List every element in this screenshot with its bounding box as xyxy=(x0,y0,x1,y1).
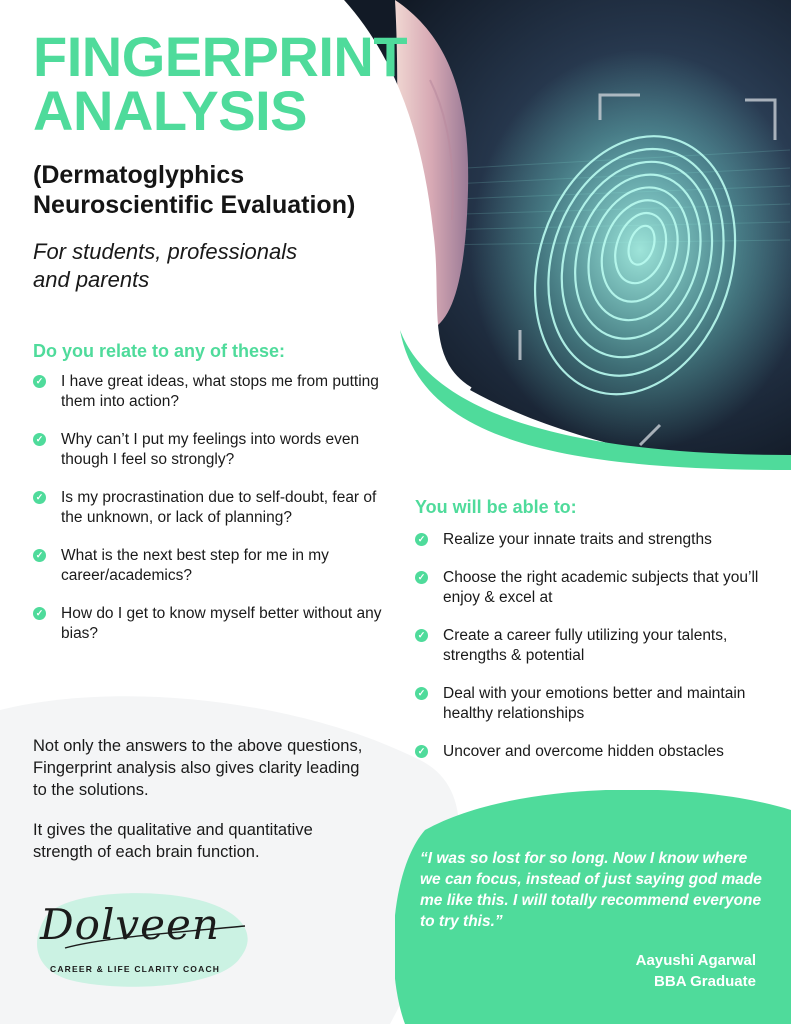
subtitle-line-1: (Dermatoglyphics xyxy=(33,161,245,189)
page-title xyxy=(33,25,408,142)
answer-paragraph-1: Not only the answers to the above questions, Fingerprint analysis also gives clarity leading to the solutions. xyxy=(33,737,363,799)
list-item xyxy=(415,684,775,724)
audience-line-1: For students, professionals xyxy=(33,239,298,264)
logo-tagline: CAREER & LIFE CLARITY COACH xyxy=(50,964,221,974)
check-circle-icon: ✓ xyxy=(33,607,46,620)
answer-text xyxy=(33,735,373,881)
check-circle-icon: ✓ xyxy=(33,549,46,562)
list-item-text: Choose the right academic subjects that you’ll enjoy & excel at xyxy=(443,569,759,606)
check-circle-icon: ✓ xyxy=(33,491,46,504)
answer-paragraph-2: It gives the qualitative and quantitative strength of each brain function. xyxy=(33,821,313,861)
testimonial-author-block xyxy=(636,950,756,992)
list-item-text: Is my procrastination due to self-doubt, fear of the unknown, or lack of planning? xyxy=(61,489,377,526)
list-item-text: Create a career fully utilizing your talents, strengths & potential xyxy=(443,627,728,664)
list-item-text: What is the next best step for me in my career/academics? xyxy=(61,547,329,584)
audience-line-2: and parents xyxy=(33,267,150,292)
title-line-2: ANALYSIS xyxy=(33,79,308,142)
relate-list xyxy=(33,372,383,662)
list-item xyxy=(33,604,383,644)
check-circle-icon: ✓ xyxy=(33,375,46,388)
check-circle-icon: ✓ xyxy=(415,687,428,700)
subtitle-line-2: Neuroscientific Evaluation) xyxy=(33,191,356,219)
list-item-text: How do I get to know myself better without any bias? xyxy=(61,605,382,642)
list-item xyxy=(415,530,775,550)
page-subtitle xyxy=(33,160,355,220)
list-item xyxy=(33,546,383,586)
list-item xyxy=(415,626,775,666)
title-line-1: FINGERPRINT xyxy=(33,25,408,88)
list-item xyxy=(33,372,383,412)
list-item xyxy=(415,742,775,762)
check-circle-icon: ✓ xyxy=(415,629,428,642)
able-list xyxy=(415,530,775,780)
check-circle-icon: ✓ xyxy=(33,433,46,446)
relate-heading: Do you relate to any of these: xyxy=(33,341,286,361)
list-item-text: Uncover and overcome hidden obstacles xyxy=(443,743,724,760)
audience-text xyxy=(33,238,297,294)
testimonial-quote: “I was so lost for so long. Now I know where we can focus, instead of just saying god made me like this. I will totally recommend everyone to try this.” xyxy=(420,850,762,930)
testimonial-role: BBA Graduate xyxy=(654,973,756,990)
list-item xyxy=(415,568,775,608)
check-circle-icon: ✓ xyxy=(415,745,428,758)
list-item-text: Realize your innate traits and strengths xyxy=(443,531,712,548)
check-circle-icon: ✓ xyxy=(415,533,428,546)
able-heading: You will be able to: xyxy=(415,497,577,517)
testimonial-author: Aayushi Agarwal xyxy=(635,952,756,969)
list-item xyxy=(33,488,383,528)
brand-logo xyxy=(30,888,260,988)
list-item-text: I have great ideas, what stops me from putting them into action? xyxy=(61,373,379,410)
list-item xyxy=(33,430,383,470)
list-item-text: Why can’t I put my feelings into words even though I feel so strongly? xyxy=(61,431,360,468)
logo-name: Dolveen xyxy=(40,900,220,949)
check-circle-icon: ✓ xyxy=(415,571,428,584)
list-item-text: Deal with your emotions better and maintain healthy relationships xyxy=(443,685,746,722)
